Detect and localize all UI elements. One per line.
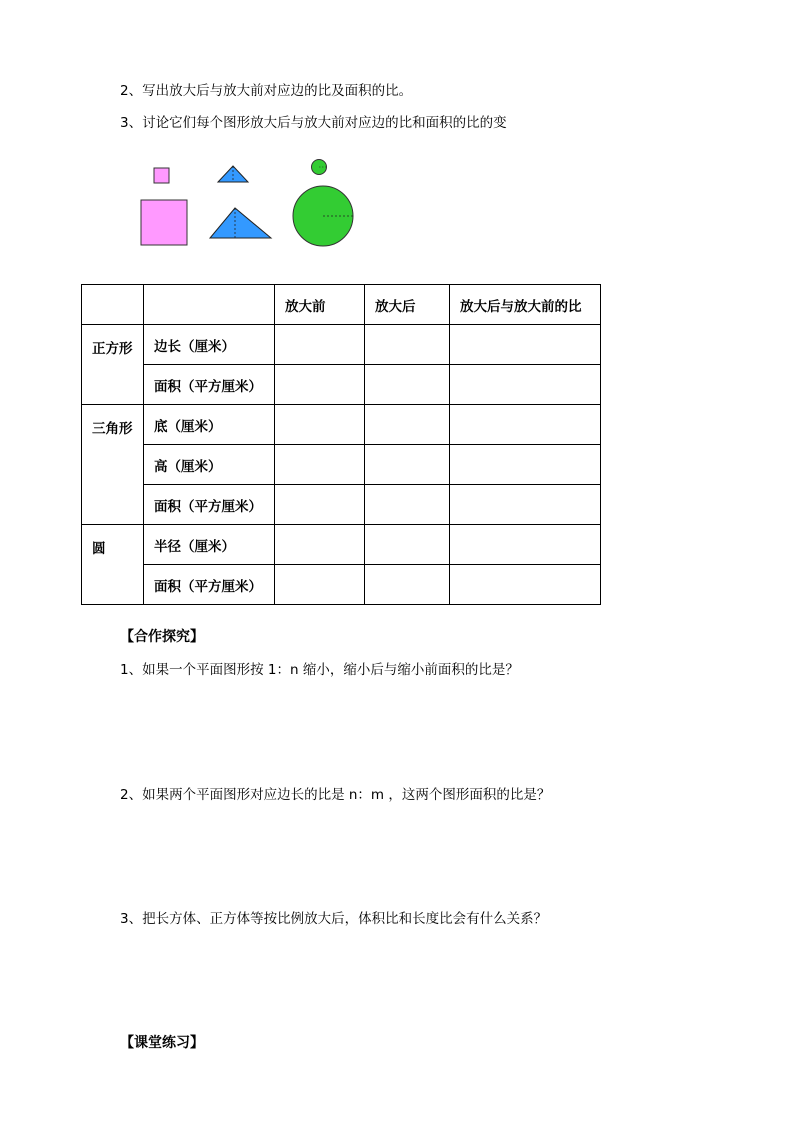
- table-header-cell: 放大后与放大前的比: [450, 285, 601, 325]
- row-label: 高（厘米）: [144, 445, 275, 485]
- comparison-table: [81, 284, 601, 605]
- table-cell: [365, 525, 450, 565]
- table-cell: [275, 365, 365, 405]
- table-row: [82, 325, 601, 365]
- table-cell: [275, 445, 365, 485]
- row-label: 半径（厘米）: [144, 525, 275, 565]
- table-cell: [450, 325, 601, 365]
- cooperate-question-3: 3、把长方体、正方体等按比例放大后，体积比和长度比会有什么关系？: [120, 911, 548, 927]
- shape-label-triangle: 三角形: [82, 405, 144, 525]
- question-2-text: 2、写出放大后与放大前对应边的比及面积的比。: [120, 83, 413, 99]
- row-label: 面积（平方厘米）: [144, 565, 275, 605]
- practice-heading: 【课堂练习】: [120, 1035, 204, 1051]
- table-cell: [275, 525, 365, 565]
- table-cell: [450, 445, 601, 485]
- table-cell: [365, 445, 450, 485]
- table-cell: [365, 485, 450, 525]
- table-row: [82, 445, 601, 485]
- table-cell: [275, 405, 365, 445]
- table-header-cell: 放大前: [275, 285, 365, 325]
- table-cell: [450, 485, 601, 525]
- row-label: 面积（平方厘米）: [144, 365, 275, 405]
- table-row: [82, 525, 601, 565]
- table-cell: [450, 365, 601, 405]
- table-cell: [275, 565, 365, 605]
- table-row: [82, 485, 601, 525]
- table-row: [82, 565, 601, 605]
- table-row: [82, 365, 601, 405]
- large-triangle: [210, 208, 271, 238]
- table-header-cell: [144, 285, 275, 325]
- table-header-row: [82, 285, 601, 325]
- large-square: [141, 200, 187, 245]
- row-label: 面积（平方厘米）: [144, 485, 275, 525]
- row-label: 底（厘米）: [144, 405, 275, 445]
- small-square: [154, 168, 169, 183]
- table-cell: [365, 325, 450, 365]
- table-row: [82, 405, 601, 445]
- shape-label-circle: 圆: [82, 525, 144, 605]
- shape-label-square: 正方形: [82, 325, 144, 405]
- cooperate-heading: 【合作探究】: [120, 629, 204, 645]
- table-cell: [450, 565, 601, 605]
- table-cell: [275, 325, 365, 365]
- cooperate-question-2: 2、如果两个平面图形对应边长的比是 n：m ，这两个图形面积的比是？: [120, 787, 551, 803]
- shapes-figure: [120, 150, 380, 275]
- table-cell: [365, 365, 450, 405]
- table-cell: [450, 405, 601, 445]
- table-cell: [450, 525, 601, 565]
- table-header-cell: 放大后: [365, 285, 450, 325]
- cooperate-question-1: 1、如果一个平面图形按 1：n 缩小，缩小后与缩小前面积的比是？: [120, 662, 519, 678]
- table-header-cell: [82, 285, 144, 325]
- table-cell: [365, 405, 450, 445]
- table-cell: [365, 565, 450, 605]
- question-3-text: 3、讨论它们每个图形放大后与放大前对应边的比和面积的比的变: [120, 115, 507, 131]
- row-label: 边长（厘米）: [144, 325, 275, 365]
- table-cell: [275, 485, 365, 525]
